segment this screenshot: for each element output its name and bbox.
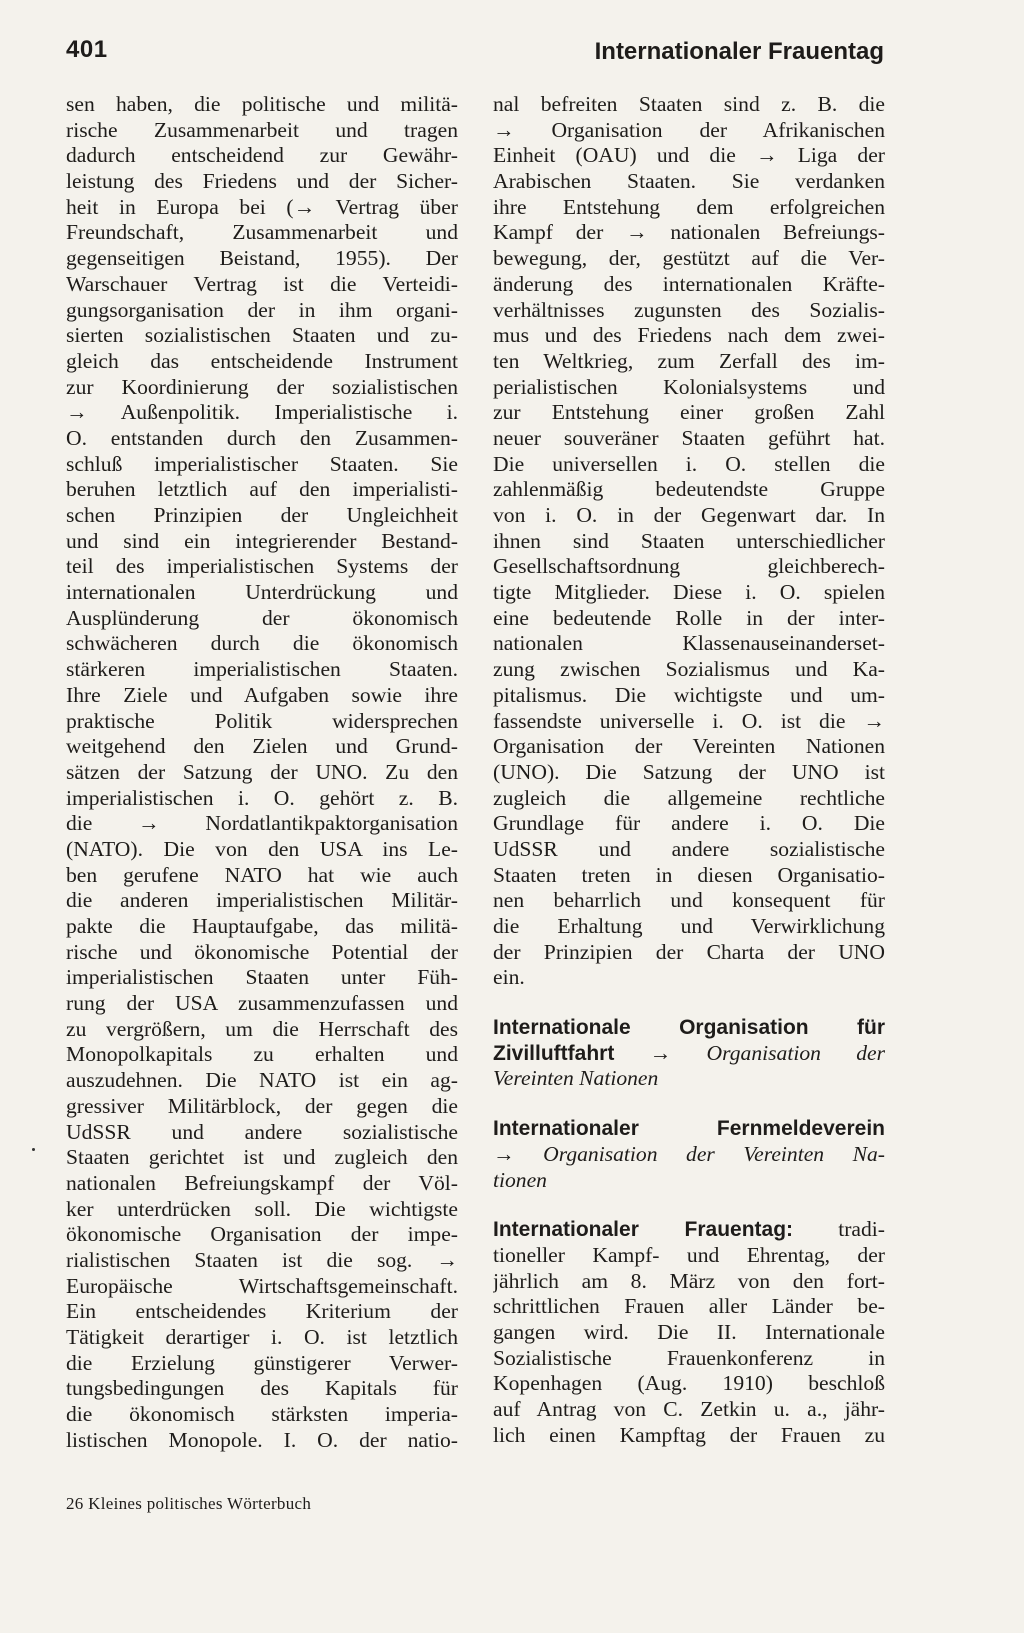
- text-line: sierten sozialistischen Staaten und zu-: [66, 323, 458, 348]
- margin-mark: [32, 1148, 35, 1151]
- text-line: beruhen letztlich auf den imperialisti-: [66, 477, 458, 502]
- text-line: bewegung, der, gestützt auf die Ver-: [493, 246, 885, 271]
- text-line: rische Zusammenarbeit und tragen: [66, 117, 458, 142]
- text-line: die Erzielung günstigerer Verwer-: [66, 1350, 458, 1375]
- text-line: verhältnisses zugunsten des Sozialis-: [493, 297, 885, 322]
- text-line: und sind ein integrierender Bestand-: [66, 528, 458, 553]
- text-line: schen Prinzipien der Ungleichheit: [66, 503, 458, 527]
- text-line: praktische Politik widersprechen: [66, 708, 458, 733]
- entry-heading-line: [493, 1015, 885, 1041]
- text-line: nationalen Befreiungskampf der Völ-: [66, 1170, 458, 1195]
- text-line: teil des imperialistischen Systems der: [66, 554, 458, 579]
- entry-zivilluftfahrt: [493, 1015, 885, 1092]
- text-line: UdSSR und andere sozialistische: [493, 836, 885, 861]
- entry-heading-line: [493, 1041, 885, 1067]
- cross-reference[interactable]: Organisation der Vereinten Na-: [543, 1141, 885, 1166]
- text-line: sätzen der Satzung der UNO. Zu den: [66, 759, 458, 784]
- text-line: schwächeren durch die ökonomisch: [66, 631, 458, 656]
- text-line: Ein entscheidendes Kriterium der: [66, 1299, 458, 1324]
- text-line: Tätigkeit derartiger i. O. ist letztlich: [66, 1325, 458, 1349]
- text-line: die Erhaltung und Verwirklichung: [493, 914, 885, 938]
- text-line: der Prinzipien der Charta der UNO: [493, 939, 885, 964]
- left-column: [66, 92, 458, 1453]
- text-line: gegenseitigen Beistand, 1955). Der: [66, 246, 458, 271]
- text-line: tigte Mitglieder. Diese i. O. spielen: [493, 580, 885, 605]
- text-line: Einheit (OAU) und die → Liga der: [493, 143, 885, 168]
- text-line: ten Weltkrieg, zum Zerfall des im-: [493, 348, 885, 373]
- arrow-icon: →: [649, 1040, 672, 1065]
- text-line: (UNO). Die Satzung der UNO ist: [493, 759, 885, 784]
- text-line: jährlich am 8. März von den fort-: [493, 1268, 885, 1293]
- text-line: ihnen sind Staaten unterschiedlicher: [493, 528, 885, 553]
- text-line: neuer souveräner Staaten geführt hat.: [493, 425, 885, 450]
- text-line: Kampf der → nationalen Befreiungs-: [493, 220, 885, 245]
- text-line: Europäische Wirtschaftsgemeinschaft.: [66, 1273, 458, 1298]
- entry-fernmeldeverein: [493, 1116, 885, 1193]
- text-line: Ausplünderung der ökonomisch: [66, 605, 458, 630]
- text-line: gressiver Militärblock, der gegen die: [66, 1093, 458, 1118]
- text-line: tioneller Kampf- und Ehrentag, der: [493, 1242, 885, 1267]
- entry-reference-line: [493, 1168, 885, 1194]
- text-line: stärkeren imperialistischen Staaten.: [66, 657, 458, 682]
- text-line: ökonomische Organisation der impe-: [66, 1222, 458, 1247]
- text-line: Staaten treten in diesen Organisatio-: [493, 862, 885, 887]
- text-line: Gesellschaftsordnung gleichberech-: [493, 554, 885, 579]
- spacer: [493, 1092, 885, 1116]
- cross-reference[interactable]: Organisation der: [706, 1040, 885, 1065]
- entry-reference-line: [493, 1142, 885, 1168]
- text-line: Sozialistische Frauenkonferenz in: [493, 1345, 885, 1370]
- text-line: zung zwischen Sozialismus und Ka-: [493, 657, 885, 682]
- text-line: Organisation der Vereinten Nationen: [493, 734, 885, 759]
- text-line: rung der USA zusammenzufassen und: [66, 991, 458, 1016]
- text-line: zu vergrößern, um die Herrschaft des: [66, 1016, 458, 1041]
- text-line: ben gerufene NATO hat wie auch: [66, 862, 458, 887]
- text-line: schrittlichen Frauen aller Länder be-: [493, 1294, 885, 1319]
- arrow-icon: →: [493, 1141, 515, 1166]
- text-line: auszudehnen. Die NATO ist ein ag-: [66, 1068, 458, 1093]
- text-line: gleich das entscheidende Instrument: [66, 348, 458, 373]
- text-line: pakte die Hauptaufgabe, das militä-: [66, 914, 458, 938]
- text-line: lich einen Kampftag der Frauen zu: [493, 1422, 885, 1447]
- text-line: → Außenpolitik. Imperialistische i.: [66, 400, 458, 425]
- text-line: gungsorganisation der in ihm organi-: [66, 297, 458, 322]
- text-line: weitgehend den Zielen und Grund-: [66, 734, 458, 759]
- text-line: Warschauer Vertrag ist die Verteidi-: [66, 271, 458, 296]
- right-column-continuation: [493, 92, 885, 991]
- entry-text: tradi-: [838, 1217, 885, 1242]
- text-line: zugleich die allgemeine rechtliche: [493, 785, 885, 810]
- text-line: imperialistischen Staaten unter Füh-: [66, 965, 458, 990]
- text-line: mus und des Friedens nach dem zwei-: [493, 323, 885, 348]
- entry-heading-line: [493, 1217, 885, 1243]
- text-line: Die universellen i. O. stellen die: [493, 451, 885, 476]
- entry-reference-line: [493, 1066, 885, 1092]
- text-line: Freundschaft, Zusammenarbeit und: [66, 220, 458, 245]
- text-line: auf Antrag von C. Zetkin u. a., jähr-: [493, 1397, 885, 1421]
- text-line: Grundlage für andere i. O. Die: [493, 811, 885, 836]
- entry-heading: Internationale Organisation für: [493, 1016, 885, 1040]
- text-line: leistung des Friedens und der Sicher-: [66, 169, 458, 194]
- text-line: → Organisation der Afrikanischen: [493, 117, 885, 142]
- text-line: tungsbedingungen des Kapitals für: [66, 1376, 458, 1401]
- right-column: [493, 92, 885, 1448]
- text-line: (NATO). Die von den USA ins Le-: [66, 836, 458, 861]
- text-line: die → Nordatlantikpaktorganisation: [66, 811, 458, 836]
- text-line: nen beharrlich und konsequent für: [493, 888, 885, 913]
- text-line: Staaten gerichtet ist und zugleich den: [66, 1145, 458, 1170]
- text-line: schluß imperialistischer Staaten. Sie: [66, 451, 458, 476]
- text-line: ihre Entstehung dem erfolgreichen: [493, 194, 885, 219]
- text-line: nationalen Klassenauseinanderset-: [493, 631, 885, 656]
- text-line: imperialistischen i. O. gehört z. B.: [66, 785, 458, 810]
- entry-heading: Internationaler Fernmeldeverein: [493, 1117, 885, 1141]
- text-line: Kopenhagen (Aug. 1910) beschloß: [493, 1371, 885, 1396]
- entry-frauentag: [493, 1217, 885, 1448]
- text-line: von i. O. in der Gegenwart dar. In: [493, 503, 885, 527]
- entry-heading: Zivilluftfahrt: [493, 1041, 615, 1065]
- text-line: änderung des internationalen Kräfte-: [493, 271, 885, 296]
- text-line: rische und ökonomische Potential der: [66, 939, 458, 964]
- running-head: Internationaler Frauentag: [594, 38, 884, 65]
- spacer: [493, 1193, 885, 1217]
- text-line: zur Koordinierung der sozialistischen: [66, 374, 458, 399]
- text-line: sen haben, die politische und militä-: [66, 92, 458, 116]
- text-line: ein.: [493, 965, 525, 990]
- text-line: perialistischen Kolonialsystems und: [493, 374, 885, 399]
- text-line: dadurch entscheidend zur Gewähr-: [66, 143, 458, 168]
- text-line: gangen wird. Die II. Internationale: [493, 1319, 885, 1344]
- text-line: internationalen Unterdrückung und: [66, 580, 458, 605]
- text-line: fassendste universelle i. O. ist die →: [493, 708, 885, 733]
- page-number: 401: [66, 36, 108, 63]
- entry-heading-line: [493, 1116, 885, 1142]
- text-line: nal befreiten Staaten sind z. B. die: [493, 92, 885, 116]
- text-line: Monopolkapitals zu erhalten und: [66, 1042, 458, 1067]
- text-line: die ökonomisch stärksten imperia-: [66, 1402, 458, 1427]
- text-line: heit in Europa bei (→ Vertrag über: [66, 194, 458, 219]
- text-line: listischen Monopole. I. O. der natio-: [66, 1427, 458, 1452]
- text-line: zahlenmäßig bedeutendste Gruppe: [493, 477, 885, 502]
- text-line: zur Entstehung einer großen Zahl: [493, 400, 885, 425]
- text-line: eine bedeutende Rolle in der inter-: [493, 605, 885, 630]
- text-line: O. entstanden durch den Zusammen-: [66, 425, 458, 450]
- spacer: [493, 991, 885, 1015]
- text-line: die anderen imperialistischen Militär-: [66, 888, 458, 913]
- text-line: ker unterdrücken soll. Die wichtigste: [66, 1196, 458, 1221]
- text-line: UdSSR und andere sozialistische: [66, 1119, 458, 1144]
- cross-reference[interactable]: Vereinten Nationen: [493, 1066, 659, 1091]
- text-line: pitalismus. Die wichtigste und um-: [493, 682, 885, 707]
- footer: 26 Kleines politisches Wörterbuch: [66, 1494, 312, 1513]
- text-line: rialistischen Staaten ist die sog. →: [66, 1247, 458, 1272]
- text-line: Ihre Ziele und Aufgaben sowie ihre: [66, 682, 458, 707]
- entry-heading: Internationaler Frauentag:: [493, 1218, 794, 1242]
- cross-reference[interactable]: tionen: [493, 1167, 547, 1192]
- text-line: Arabischen Staaten. Sie verdanken: [493, 169, 885, 194]
